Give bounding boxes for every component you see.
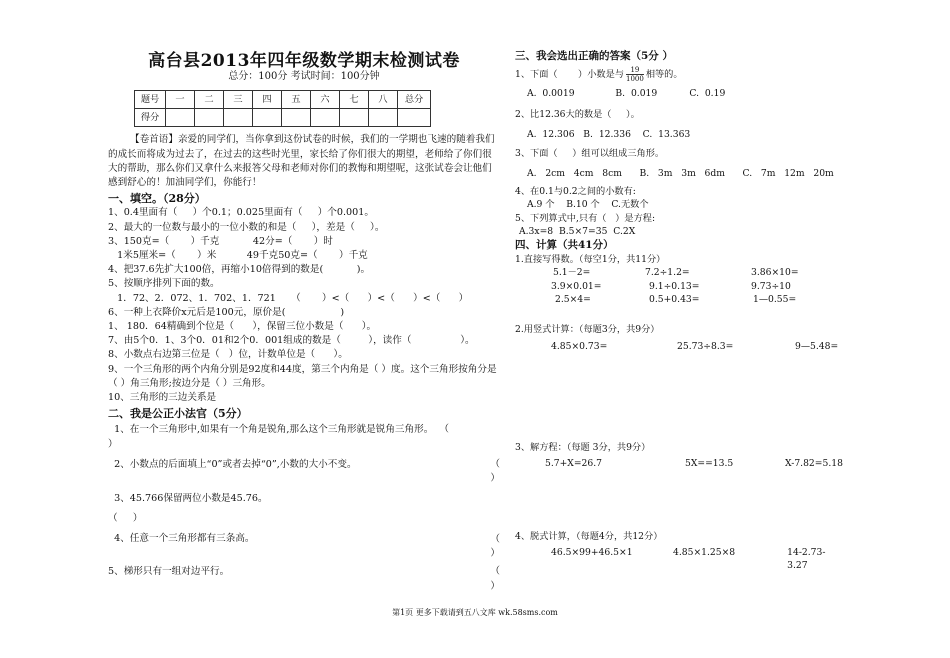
- score-header-cell: 题号: [135, 91, 166, 109]
- mental-math-row: [515, 280, 845, 294]
- score-cell: [311, 109, 340, 127]
- score-cell: [282, 109, 311, 127]
- mental-math-item: 3.9×0.01=: [551, 280, 602, 292]
- mental-math-item: 9.73÷10: [751, 280, 791, 292]
- score-cell: [340, 109, 369, 127]
- calc-part-title: 2.用竖式计算：（每题3分，共9分）: [515, 323, 660, 335]
- choice-question-1: [515, 66, 845, 83]
- choice-question-text: 3、下面（ ）组可以组成三角形。: [515, 148, 665, 160]
- section1-line: 3、150克=（ ）千克 42分=（ ）时: [108, 235, 333, 247]
- judge-item-text: 3、45.766保留两位小数是45.76。: [108, 493, 268, 505]
- mental-math-item: 2.5×4=: [555, 294, 591, 306]
- score-table-score-row: [135, 109, 431, 127]
- choice-question-text: 2、比12.36大的数是（ ）。: [515, 109, 640, 121]
- calc-part-title: 4、脱式计算，（每题4分，共12分）: [515, 531, 663, 543]
- score-cell: [224, 109, 253, 127]
- score-header-cell: 一: [166, 91, 195, 109]
- section1-line: 5、按顺序排列下面的数。: [108, 278, 220, 290]
- section1-line: 7、由5个0．1、3个0．01和2个0．001组成的数是（ ），读作（ ）。: [108, 335, 475, 347]
- judge-item-answer-paren: （ ）: [108, 513, 143, 525]
- expression-item: 4.85×1.25×8: [673, 546, 736, 558]
- section1-line: 1米5厘米=（ ）米 49千克50克=（ ）千克: [108, 250, 368, 262]
- score-row-label: 得分: [135, 109, 166, 127]
- choice-options: A. 12.306 B. 12.336 C. 13.363: [527, 128, 691, 140]
- judge-item-text: 1、在一个三角形中,如果有一个角是锐角,那么这个三角形就是锐角三角形。 （: [108, 424, 449, 436]
- choice-question-text: 5、下列算式中,只有（ ）是方程:: [515, 212, 656, 224]
- vertical-calc-item: 4.85×0.73=: [551, 340, 608, 352]
- score-header-cell: 四: [253, 91, 282, 109]
- mental-math-row: [515, 266, 845, 280]
- score-cell: [398, 109, 431, 127]
- score-cell: [369, 109, 398, 127]
- choice-options: A.3x=8 B.5×7=35 C.2X: [519, 226, 636, 238]
- mental-math-row: [515, 293, 845, 307]
- score-table: [134, 90, 431, 127]
- section1-line: 9、一个三角形的两个内角分别是92度和44度，第三个内角是（ ）度。这个三角形按角分是（ ）角三角形;按边分是（ ）三角形。: [108, 363, 497, 389]
- score-header-cell: 六: [311, 91, 340, 109]
- section1-line: 4、把37.6先扩大100倍，再缩小10倍得到的数是( )。: [108, 264, 371, 276]
- expression-row: [515, 546, 845, 573]
- mental-math-item: 3.86×10=: [751, 267, 799, 279]
- left-column: [108, 52, 500, 594]
- mental-math-item: 0.5+0.43=: [649, 294, 700, 306]
- mental-math-item: 7.2÷1.2=: [645, 267, 690, 279]
- calc-part-title: 1.直接写得数。（每空1分，共11分）: [515, 253, 666, 265]
- equation-item: 5X==13.5: [685, 457, 734, 469]
- section1-line: 1．72、2．072、1．702、1．721 （ ）<（ ）<（ ）<（ ）: [108, 292, 469, 304]
- vertical-calc-item: 9—5.48=: [795, 340, 839, 352]
- judge-item-answer-paren: （ ）: [490, 566, 500, 592]
- section1-line: 6、一种上衣降价x元后是100元，原价是( ): [108, 306, 345, 318]
- vertical-calc-row: [515, 340, 845, 354]
- section2-heading: 二、我是公正小法官（5分）: [108, 407, 248, 421]
- score-header-cell: 总分: [398, 91, 431, 109]
- mental-math-grid: [515, 266, 845, 307]
- judge-item: [108, 423, 500, 437]
- score-cell: [195, 109, 224, 127]
- score-cell: [253, 109, 282, 127]
- mental-math-item: 5.1－2=: [553, 267, 591, 279]
- judge-item-answer-paren: （ ）: [490, 533, 500, 559]
- judge-item-answer-paren: ）: [108, 438, 118, 450]
- choice-question-text: 相等的。: [645, 68, 683, 80]
- calc-part-title: 3、解方程：（每题 3分，共9分）: [515, 442, 651, 454]
- score-header-cell: 五: [282, 91, 311, 109]
- expression-item: 46.5×99+46.5×1: [551, 546, 633, 558]
- choice-question-text: 1、下面（ ）小数是与: [515, 68, 624, 80]
- judge-item-text: 5、梯形只有一组对边平行。: [108, 566, 230, 578]
- score-header-cell: 三: [224, 91, 253, 109]
- choice-question-text: 4、在0.1与0.2之间的小数有:: [515, 185, 636, 197]
- fraction: [626, 66, 644, 83]
- mental-math-item: 1—0.55=: [753, 294, 797, 306]
- equation-item: X-7.82=5.18: [785, 457, 843, 469]
- judge-item-text: 2、小数点的后面填上“0”或者去掉“0”,小数的大小不变。: [108, 458, 357, 470]
- section1-line: 10、三角形的三边关系是: [108, 392, 217, 404]
- page-title: 高台县2013年四年级数学期末检测试卷: [148, 51, 460, 71]
- choice-options: A. 0.0019 B. 0.019 C. 0.19: [527, 87, 726, 99]
- score-header-cell: 七: [340, 91, 369, 109]
- fraction-denominator: 1000: [625, 74, 644, 83]
- equation-item: 5.7+X=26.7: [545, 457, 603, 469]
- choice-options: A. 2cm 4cm 8cm B. 3m 3m 6dm C. 7m 12m 20m: [527, 167, 834, 179]
- section4-heading: 四、计算（共41分）: [515, 238, 614, 251]
- intro-paragraph: 【卷首语】亲爱的同学们，当你拿到这份试卷的时候，我们的一学期也飞速的随着我们的成长而将成为过去了，在过去的这些时光里，家长给了你们很大的期望，老师给了你们很大的帮助，那么你们又拿什么来报答父母和老师对你们的教悔和期望呢，这张试卷会让他们感到舒心的！加油同学们，你能行！: [108, 134, 495, 189]
- mental-math-item: 9.1÷0.13=: [649, 280, 700, 292]
- vertical-calc-item: 25.73÷8.3=: [677, 340, 734, 352]
- equation-row: [515, 457, 845, 471]
- section3-heading: 三、我会选出正确的答案（5分 ）: [515, 50, 673, 62]
- page-subtitle: 总分：100分 考试时间：100分钟: [228, 71, 380, 83]
- choice-options: A.9 个 B.10 个 C.无数个: [527, 199, 649, 211]
- fraction-numerator: 19: [626, 66, 644, 75]
- section1-line: 1、0.4里面有（ ）个0.1；0.025里面有（ ）个0.001。: [108, 207, 374, 219]
- judge-item-answer-paren: （ ）: [490, 459, 500, 485]
- score-header-cell: 八: [369, 91, 398, 109]
- section1-line: 2、最大的一位数与最小的一位小数的和是（ ），差是（ ）。: [108, 221, 385, 233]
- score-cell: [166, 109, 195, 127]
- section1-heading: 一、填空。（28分）: [108, 192, 206, 206]
- page-footer: 第1页 更多下载请到五八文库 wk.58sms.com: [392, 608, 558, 617]
- expression-item: 14-2.73-3.27: [787, 546, 826, 572]
- section1-line: 1、 180．64精确到个位是（ ），保留三位小数是（ ）。: [108, 321, 377, 333]
- score-header-cell: 二: [195, 91, 224, 109]
- right-column: [515, 50, 845, 573]
- section1-line: 8、小数点右边第三位是（ ）位，计数单位是（ ）。: [108, 349, 348, 361]
- judge-item-text: 4、任意一个三角形都有三条高。: [108, 533, 255, 545]
- score-table-header-row: [135, 91, 431, 109]
